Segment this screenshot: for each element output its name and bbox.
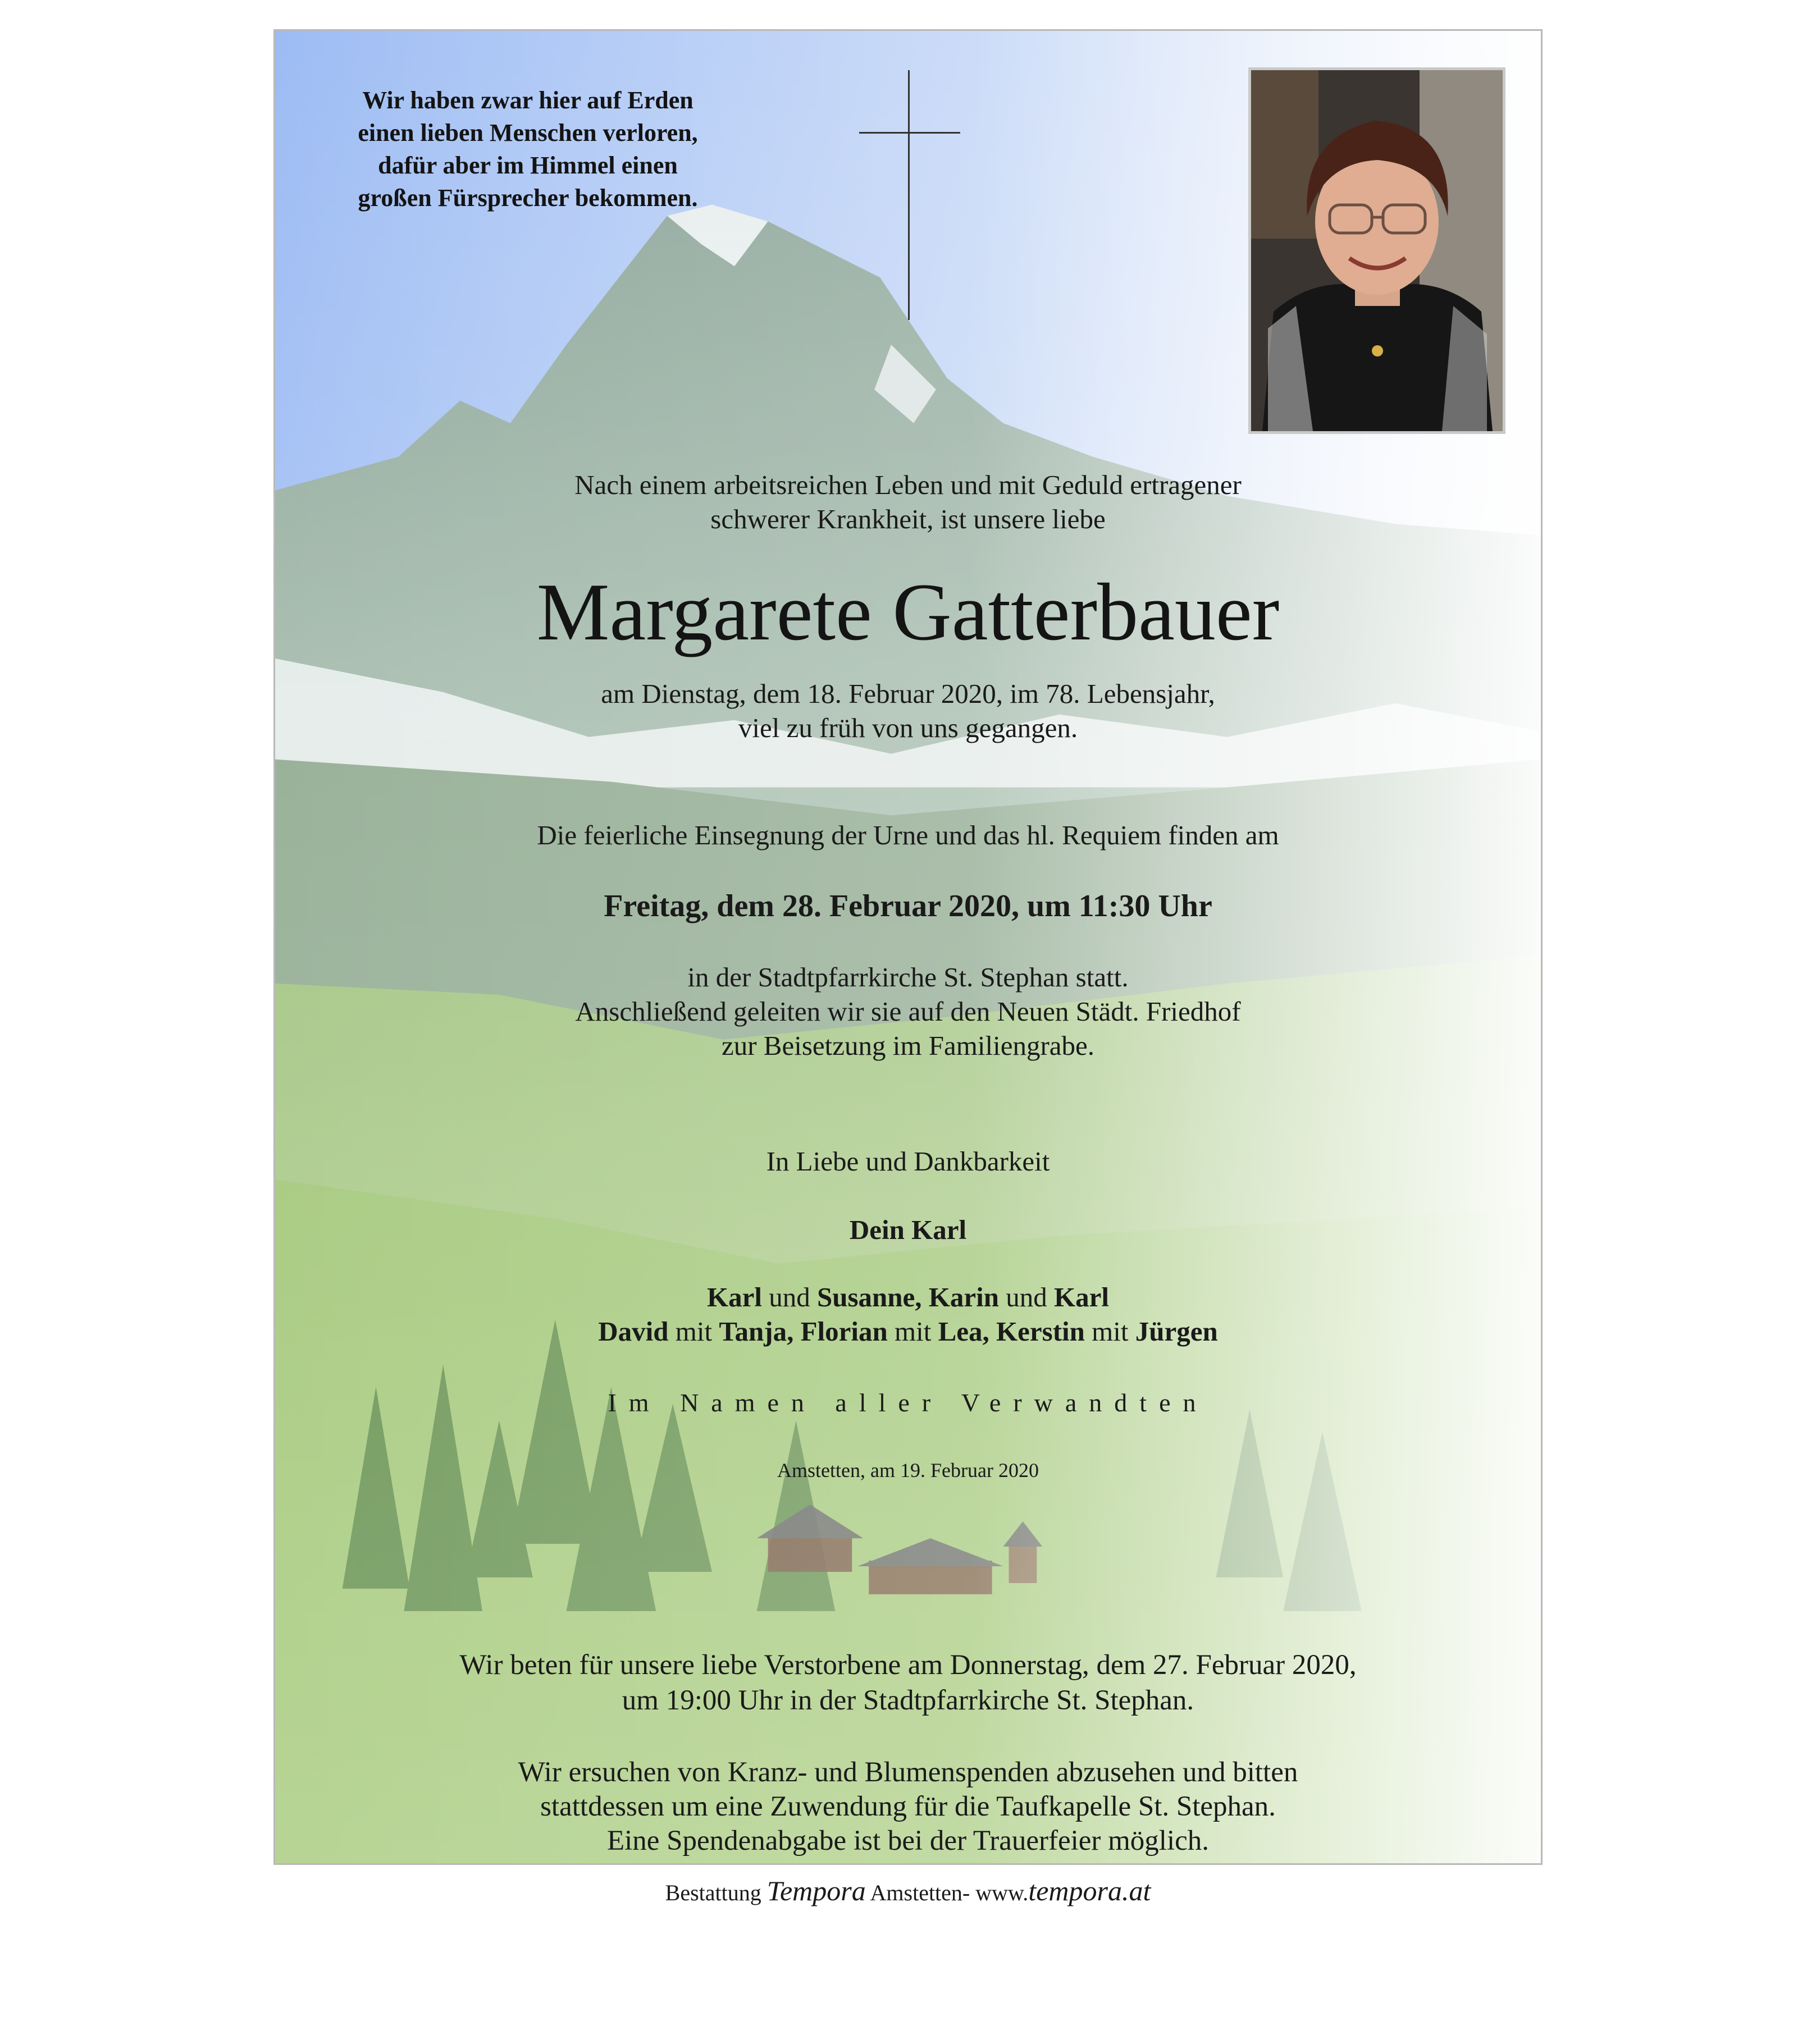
ceremony-line: Anschließend geleiten wir sie auf den Neuen Städt. Friedhof bbox=[575, 996, 1241, 1027]
donation-line: Wir ersuchen von Kranz- und Blumenspenden abzusehen und bitten bbox=[518, 1757, 1298, 1788]
portrait-photo bbox=[1248, 67, 1505, 434]
family-name: Susanne, Karin bbox=[816, 1282, 1000, 1313]
quote-line: einen lieben Menschen verloren, bbox=[358, 119, 698, 147]
footer-prefix: Bestattung bbox=[665, 1880, 767, 1905]
memorial-quote bbox=[298, 84, 758, 214]
place-date-line: Amstetten, am 19. Februar 2020 bbox=[777, 1459, 1039, 1481]
spouse-line bbox=[275, 1213, 1541, 1247]
donation-line: stattdessen um eine Zuwendung für die Taufkapelle St. Stephan. bbox=[540, 1791, 1276, 1822]
family-name: Lea, Kerstin bbox=[938, 1316, 1085, 1347]
intro-text bbox=[275, 468, 1541, 536]
family-row bbox=[275, 1280, 1541, 1314]
rosary-line: um 19:00 Uhr in der Stadtpfarrkirche St. Stephan. bbox=[622, 1685, 1194, 1716]
ceremony-line: in der Stadtpfarrkirche St. Stephan statt. bbox=[687, 962, 1129, 993]
quote-line: großen Fürsprecher bekommen. bbox=[358, 184, 698, 212]
deceased-name: Margarete Gatterbauer bbox=[536, 566, 1280, 657]
family-joiner: und bbox=[761, 1282, 817, 1313]
family-joiner: mit bbox=[887, 1316, 938, 1347]
family-name: David bbox=[598, 1316, 669, 1347]
death-line: am Dienstag, dem 18. Februar 2020, im 78. Lebensjahr, bbox=[601, 678, 1215, 709]
ceremony-datetime: Freitag, dem 28. Februar 2020, um 11:30 Uhr bbox=[604, 889, 1212, 923]
thanks-line bbox=[275, 1144, 1541, 1178]
family-row bbox=[275, 1314, 1541, 1348]
quote-line: dafür aber im Himmel einen bbox=[378, 152, 678, 179]
intro-line: Nach einem arbeitsreichen Leben und mit Geduld ertragener bbox=[574, 469, 1242, 500]
ceremony-line: zur Beisetzung im Familiengrabe. bbox=[721, 1030, 1095, 1061]
family-name: Karl bbox=[706, 1282, 762, 1313]
rosary-notice bbox=[275, 1648, 1541, 1718]
footer-website-link[interactable]: tempora.at bbox=[1028, 1875, 1151, 1906]
family-joiner: und bbox=[999, 1282, 1055, 1313]
obituary-card bbox=[273, 29, 1543, 1865]
rosary-line: Wir beten für unsere liebe Verstorbene am Donnerstag, dem 27. Februar 2020, bbox=[459, 1649, 1357, 1681]
donation-notice bbox=[275, 1755, 1541, 1858]
family-name: Karl bbox=[1054, 1282, 1110, 1313]
death-line: viel zu früh von uns gegangen. bbox=[738, 712, 1078, 743]
family-joiner: mit bbox=[1084, 1316, 1135, 1347]
ceremony-place bbox=[275, 960, 1541, 1063]
donation-line: Eine Spendenabgabe ist bei der Trauerfeier möglich. bbox=[606, 1825, 1210, 1856]
portrait-image bbox=[1251, 70, 1503, 431]
spouse-text: Dein Karl bbox=[849, 1214, 967, 1245]
family-joiner: mit bbox=[668, 1316, 719, 1347]
quote-line: Wir haben zwar hier auf Erden bbox=[362, 86, 693, 114]
footer-brand: Tempora bbox=[766, 1875, 866, 1906]
family-name: Jürgen bbox=[1135, 1316, 1218, 1347]
relatives-line: Im Namen aller Verwandten bbox=[608, 1388, 1208, 1417]
death-date-text bbox=[275, 676, 1541, 745]
family-names bbox=[275, 1280, 1541, 1348]
family-name: Tanja, Florian bbox=[719, 1316, 888, 1347]
ceremony-invite bbox=[275, 818, 1541, 852]
thanks-text: In Liebe und Dankbarkeit bbox=[766, 1146, 1050, 1177]
intro-line: schwerer Krankheit, ist unsere liebe bbox=[710, 504, 1106, 534]
ceremony-invite-line: Die feierliche Einsegnung der Urne und das hl. Requiem finden am bbox=[537, 820, 1279, 850]
funeral-home-footer bbox=[0, 1874, 1816, 1910]
footer-middle: Amstetten- www. bbox=[865, 1880, 1029, 1905]
